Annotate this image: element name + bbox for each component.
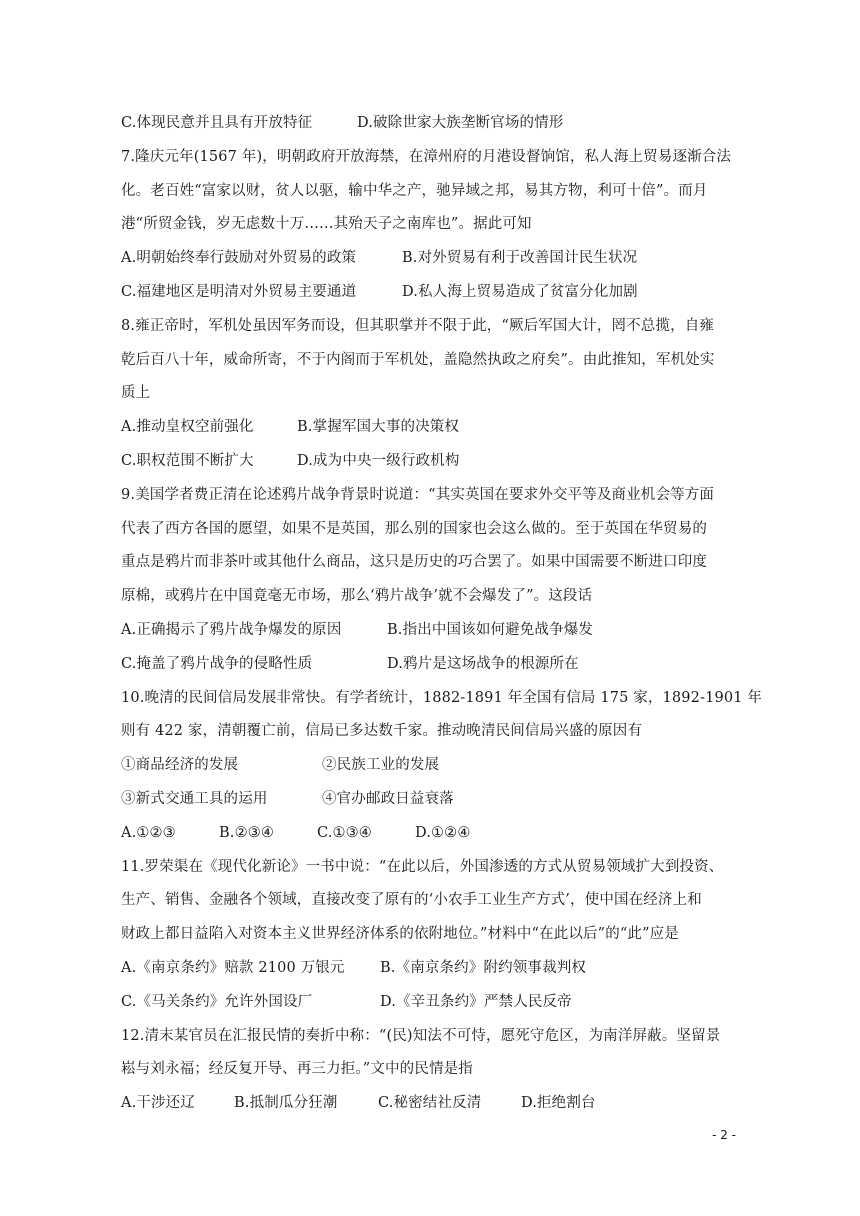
q11-option-d: D.《辛丑条约》严禁人民反帝 [380, 993, 572, 1010]
q9-stem-line-1: 9.美国学者费正清在论述鸦片战争背景时说道：“其实英国在要求外交平等及商业机会等方面 [121, 486, 715, 503]
q10-item-1: ①商品经济的发展 [121, 757, 239, 774]
q7-stem-line-2: 化。老百姓“富家以财，贫人以驱，输中华之产，驰异域之邦，易其方物，利可十倍”。而月 [121, 182, 708, 199]
q10-stem-line-2: 则有 422 家，清朝覆亡前，信局已多达数千家。推动晚清民间信局兴盛的原因有 [121, 723, 643, 740]
q7-option-b: B.对外贸易有利于改善国计民生状况 [402, 250, 638, 267]
q8-stem-line-2: 乾后百八十年，威命所寄，不于内阁而于军机处，盖隐然执政之府矣”。由此推知，军机处实 [121, 351, 715, 368]
q10-option-b: B.②③④ [219, 824, 275, 841]
q12-option-d: D.拒绝割台 [521, 1095, 596, 1112]
q7-stem-line-3: 港“所贸金钱，岁无虑数十万……其殆天子之南库也”。据此可知 [121, 216, 532, 233]
q9-option-c: C.掩盖了鸦片战争的侵略性质 [121, 655, 313, 672]
q12-stem-line-2: 崧与刘永福；经反复开导、再三力拒。”文中的民情是指 [121, 1061, 473, 1078]
q11-options-ab [121, 952, 741, 986]
q7-options-ab [121, 242, 741, 276]
q10-items-12 [121, 749, 741, 783]
q12-option-b: B.抵制瓜分狂潮 [234, 1095, 338, 1112]
q8-stem-line-3: 质上 [121, 385, 151, 402]
q11-option-c: C.《马关条约》允许外国设厂 [121, 993, 313, 1010]
q11-option-a: A.《南京条约》赔款 2100 万银元 [121, 959, 345, 976]
q12-option-c: C.秘密结社反清 [378, 1095, 482, 1112]
q6-option-c: C.体现民意并且具有开放特征 [121, 115, 313, 131]
q6-options-cd [121, 107, 741, 141]
q8-option-a: A.推动皇权空前强化 [121, 419, 254, 436]
q7-option-c: C.福建地区是明清对外贸易主要通道 [121, 283, 357, 300]
q10-option-c: C.①③④ [317, 824, 372, 841]
q12-option-a: A.干涉还辽 [121, 1095, 195, 1112]
page-content [121, 107, 762, 1121]
q8-stem-line-1: 8.雍正帝时，军机处虽因军务而设，但其职掌并不限于此，“厥后军国大计，罔不总揽，自雍 [121, 317, 715, 334]
q12-stem-line-1: 12.清末某官员在汇报民情的奏折中称：“(民)知法不可恃，愿死守危区，为南洋屏蔽。坚留景 [121, 1027, 721, 1044]
q9-options-cd [121, 648, 741, 682]
q9-option-b: B.指出中国该如何避免战争爆发 [387, 621, 594, 638]
q10-options [121, 817, 741, 851]
q8-option-c: C.职权范围不断扩大 [121, 452, 254, 469]
q9-options-ab [121, 614, 741, 648]
q11-stem-line-1: 11.罗荣渠在《现代化新论》一书中说：“在此以后，外国渗透的方式从贸易领域扩大到投资、 [121, 858, 724, 875]
q9-stem-line-3: 重点是鸦片而非茶叶或其他什么商品，这只是历史的巧合罢了。如果中国需要不断进口印度 [121, 554, 707, 571]
q10-option-d: D.①②④ [415, 824, 471, 841]
q6-option-d: D.破除世家大族垄断官场的情形 [357, 115, 564, 131]
q9-stem-line-4: 原棉，或鸦片在中国竟毫无市场，那么‘鸦片战争’就不会爆发了”。这段话 [121, 588, 593, 605]
q11-stem-line-3: 财政上都日益陷入对资本主义世界经济体系的依附地位。”材料中“在此以后”的“此”应是 [121, 926, 679, 943]
q7-options-cd [121, 276, 741, 310]
q11-options-cd [121, 986, 741, 1020]
q7-option-d: D.私人海上贸易造成了贫富分化加剧 [402, 283, 638, 300]
q9-option-a: A.正确揭示了鸦片战争爆发的原因 [121, 621, 342, 638]
q9-option-d: D.鸦片是这场战争的根源所在 [387, 655, 579, 672]
q8-options-cd [121, 445, 741, 479]
q7-option-a: A.明朝始终奉行鼓励对外贸易的政策 [121, 250, 357, 267]
q11-option-b: B.《南京条约》附约领事裁判权 [380, 959, 587, 976]
q10-item-2: ②民族工业的发展 [322, 757, 440, 774]
q8-option-b: B.掌握军国大事的决策权 [297, 419, 460, 436]
q7-stem-line-1: 7.隆庆元年(1567 年)，明朝政府开放海禁，在漳州府的月港设督饷馆，私人海上贸易逐渐合法 [121, 148, 732, 165]
q12-options [121, 1087, 741, 1121]
q8-option-d: D.成为中央一级行政机构 [297, 452, 460, 469]
q10-stem-line-1: 10.晚清的民间信局发展非常快。有学者统计，1882-1891 年全国有信局 175 家，1892-1901 年 [121, 689, 762, 706]
page-number: - 2 - [712, 1128, 736, 1142]
q9-stem-line-2: 代表了西方各国的愿望，如果不是英国，那么别的国家也会这么做的。至于英国在华贸易的 [121, 520, 707, 537]
q10-item-3: ③新式交通工具的运用 [121, 790, 268, 807]
q10-items-34 [121, 783, 741, 817]
q8-options-ab [121, 411, 741, 445]
q11-stem-line-2: 生产、销售、金融各个领域，直接改变了原有的‘小农手工业生产方式’，使中国在经济上和 [121, 892, 702, 909]
q10-option-a: A.①②③ [121, 824, 176, 841]
q10-item-4: ④官办邮政日益衰落 [322, 790, 454, 807]
